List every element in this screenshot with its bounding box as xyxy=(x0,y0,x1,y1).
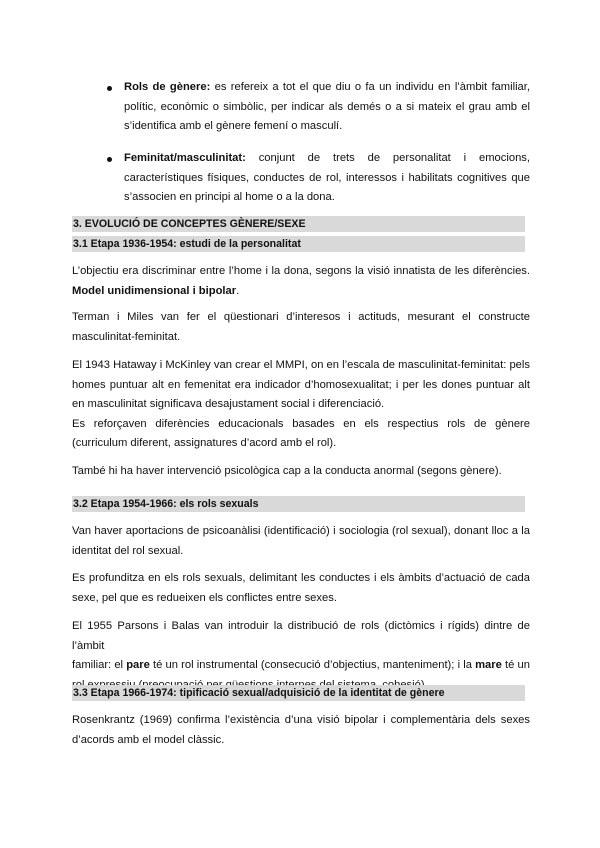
subsection-heading: 3.3 Etapa 1966-1974: tipificació sexual/adquisició de la identitat de gènere xyxy=(72,685,525,701)
paragraph xyxy=(72,569,530,608)
paragraph-text: . xyxy=(236,284,240,297)
bullet-dot xyxy=(107,157,112,162)
paragraph-line: Rosenkrantz (1969) confirma l’existència d’una visió bipolar i complementària dels sexes xyxy=(72,714,530,726)
paragraph-line: sexe, pel que es redueixen els conflictes entre sexes. xyxy=(72,591,337,604)
paragraph xyxy=(72,522,530,561)
bullet-text-line: es refereix a tot el que diu o fa un individu en l’àmbit familiar, xyxy=(210,81,530,93)
paragraph-line: Es reforçaven diferències educacionals basades en els respectius rols de gènere xyxy=(72,417,530,430)
bullet-rols-de-genere xyxy=(124,78,530,137)
paragraph-line: Es profunditza en els rols sexuals, delimitant les conductes i els àmbits d’actuació de cada xyxy=(72,572,530,584)
paragraph-line: d’acords amb el model clàssic. xyxy=(72,733,225,746)
paragraph xyxy=(72,711,530,750)
bullet-text-line: polític, econòmic o simbòlic, per indicar als demés o a si mateix el grau amb el xyxy=(124,100,530,113)
paragraph xyxy=(72,462,530,482)
bold-term: mare xyxy=(475,659,502,671)
paragraph-text: té un rol instrumental (consecució d’objectius, manteniment); i la xyxy=(149,659,476,671)
bold-term: Model unidimensional i bipolar xyxy=(72,284,237,297)
paragraph-text: té un xyxy=(501,659,530,671)
paragraph-line: El 1943 Hataway i McKinley van crear el MMPI, on en l’escala de masculinitat-feminitat: pels xyxy=(72,359,530,371)
bullet-feminitat-masculinitat xyxy=(124,149,530,208)
bullet-dot xyxy=(107,86,112,91)
paragraph xyxy=(72,617,530,695)
paragraph-line: Van haver aportacions de psicoanàlisi (identificació) i sociologia (rol sexual), donant lloc a la xyxy=(72,525,530,537)
paragraph-line: en masculinitat significava desajustament social i diferenciació. xyxy=(72,398,385,410)
bullet-text-line: conjunt de trets de personalitat i emocions, xyxy=(245,152,530,164)
bullet-text-line: característiques físiques, conductes de rol, interessos i habilitats cognitives que xyxy=(124,171,530,184)
paragraph-line: El 1955 Parsons i Balas van introduir la distribució de rols (dictòmics i rígids) dintre de l’àmbit xyxy=(72,620,530,652)
subsection-heading: 3.1 Etapa 1936-1954: estudi de la personalitat xyxy=(72,236,525,252)
paragraph-line: (curriculum diferent, assignatures d’acord amb el rol). xyxy=(72,437,337,449)
bullet-term: Rols de gènere: xyxy=(124,81,211,93)
section-heading: 3. EVOLUCIÓ DE CONCEPTES GÈNERE/SEXE xyxy=(72,216,525,232)
paragraph-line: masculinitat-feminitat. xyxy=(72,330,181,343)
paragraph-text: familiar: el xyxy=(72,659,127,671)
paragraph-line: homes puntuar alt en femenitat era indicador d’homosexualitat; i per les dones puntuar alt xyxy=(72,378,530,391)
paragraph xyxy=(72,356,530,454)
subsection-heading: 3.2 Etapa 1954-1966: els rols sexuals xyxy=(72,496,525,512)
bullet-text-line: s’identifica amb el gènere femení o masculí. xyxy=(124,120,343,132)
paragraph-line: L’objectiu era discriminar entre l’home i la dona, segons la visió innatista de les diferències. xyxy=(72,265,530,277)
paragraph xyxy=(72,262,530,301)
paragraph-line: identitat del rol sexual. xyxy=(72,544,184,557)
bullet-text-line: s’associen en principi al home o a la dona. xyxy=(124,191,335,203)
bold-term: pare xyxy=(126,659,150,671)
bullet-term: Feminitat/masculinitat: xyxy=(124,152,246,164)
paragraph xyxy=(72,308,530,347)
paragraph-line: També hi ha haver intervenció psicològica cap a la conducta anormal (segons gènere). xyxy=(72,465,502,477)
paragraph-line: Terman i Miles van fer el qüestionari d’interesos i actituds, mesurant el constructe xyxy=(72,311,530,323)
